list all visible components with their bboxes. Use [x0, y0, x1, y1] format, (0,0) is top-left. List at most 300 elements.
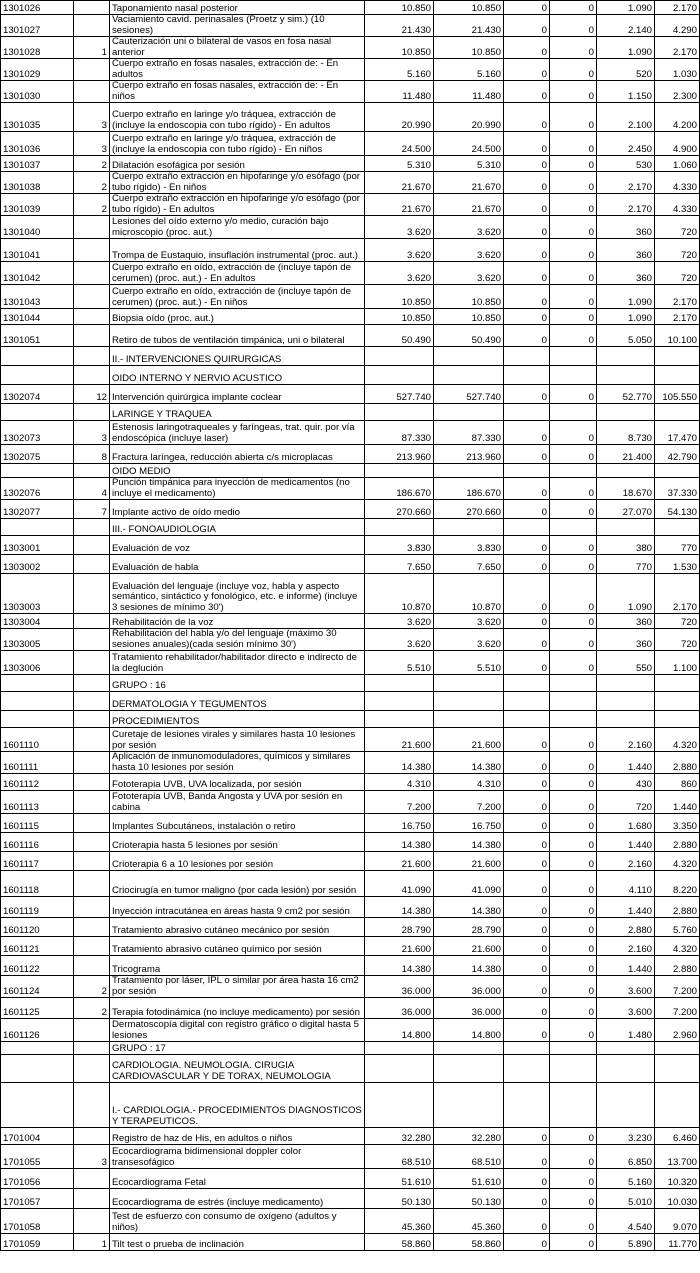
value-cell: 0: [504, 1145, 550, 1169]
value-cell: 0: [550, 309, 597, 325]
value-cell: 270.660: [434, 500, 504, 519]
value-cell: [655, 519, 700, 536]
value-cell: 2.880: [655, 956, 700, 976]
value-cell: 0: [550, 15, 597, 37]
description-cell: Vaciamiento cavid. perinasales (Proetz y sim.) (10 sesiones): [110, 15, 365, 37]
code-cell: 1301044: [1, 309, 74, 325]
value-cell: 0: [504, 239, 550, 262]
value-cell: 21.430: [434, 15, 504, 37]
value-cell: 10.030: [655, 1189, 700, 1209]
description-cell: Cuerpo extraño extracción en hipofaringe y/o esófago (por tubo rígido) - En niños: [110, 172, 365, 194]
value-cell: 0: [550, 574, 597, 614]
value-cell: 17.470: [655, 421, 700, 445]
value-cell: 0: [504, 629, 550, 651]
description-cell: I.- CARDIOLOGIA.- PROCEDIMIENTOS DIAGNOSTICOS Y TERAPEUTICOS.: [110, 1083, 365, 1128]
value-cell: 270.660: [365, 500, 434, 519]
value-cell: 21.600: [434, 937, 504, 956]
code-cell: 1301040: [1, 216, 74, 239]
value-cell: 0: [550, 998, 597, 1019]
value-cell: 550: [597, 651, 655, 675]
value-cell: 2.160: [597, 937, 655, 956]
value-cell: 0: [550, 500, 597, 519]
value-cell: 0: [550, 937, 597, 956]
value-cell: 0: [504, 500, 550, 519]
description-cell: Evaluación de voz: [110, 536, 365, 555]
value-cell: 0: [504, 81, 550, 103]
description-cell: Retiro de tubos de ventilación timpánica, uni o bilateral: [110, 325, 365, 347]
value-cell: 0: [550, 871, 597, 897]
code-cell: 1301051: [1, 325, 74, 347]
value-cell: 5.310: [434, 156, 504, 172]
value-cell: 3.600: [597, 998, 655, 1019]
value-cell: 14.380: [434, 956, 504, 976]
value-cell: [550, 347, 597, 366]
value-cell: 4.320: [655, 937, 700, 956]
group-cell: [74, 774, 110, 791]
group-cell: 3: [74, 1145, 110, 1169]
group-cell: [74, 464, 110, 478]
description-cell: Curetaje de lesiones virales y similares hasta 10 lesiones por sesión: [110, 728, 365, 752]
table-row: [1, 629, 700, 651]
group-cell: [74, 366, 110, 385]
group-cell: [74, 1083, 110, 1128]
value-cell: 520: [597, 59, 655, 81]
value-cell: 0: [504, 262, 550, 285]
code-cell: [1, 1055, 74, 1083]
table-row: [1, 103, 700, 132]
value-cell: [597, 404, 655, 421]
value-cell: [365, 347, 434, 366]
value-cell: 0: [550, 1169, 597, 1189]
table-row: [1, 937, 700, 956]
table-row: [1, 1145, 700, 1169]
value-cell: 36.000: [365, 976, 434, 998]
code-cell: 1601119: [1, 897, 74, 918]
description-cell: Fractura laríngea, reducción abierta c/s microplacas: [110, 445, 365, 464]
value-cell: 0: [504, 956, 550, 976]
value-cell: 21.600: [365, 728, 434, 752]
code-cell: [1, 1083, 74, 1128]
group-cell: 1: [74, 37, 110, 59]
description-cell: Ecocardiograma de estrés (incluye medicamento): [110, 1189, 365, 1209]
value-cell: [550, 404, 597, 421]
description-cell: Cuerpo extraño en oído, extracción de (incluye tapón de cerumen) (proc. aut.) - En adultos: [110, 262, 365, 285]
value-cell: 0: [504, 937, 550, 956]
value-cell: 4.290: [655, 15, 700, 37]
description-cell: III.- FONOAUDIOLOGIA: [110, 519, 365, 536]
group-cell: [74, 285, 110, 309]
description-cell: OIDO MEDIO: [110, 464, 365, 478]
value-cell: 1.440: [597, 897, 655, 918]
value-cell: 3.600: [597, 976, 655, 998]
value-cell: 1.090: [597, 1, 655, 15]
table-row: [1, 852, 700, 871]
table-row: [1, 262, 700, 285]
group-cell: 3: [74, 132, 110, 156]
code-cell: 1601117: [1, 852, 74, 871]
description-cell: Rehabilitación de la voz: [110, 614, 365, 629]
description-cell: Registro de haz de His, en adultos o niños: [110, 1128, 365, 1145]
value-cell: [504, 366, 550, 385]
table-row: [1, 385, 700, 404]
value-cell: 360: [597, 262, 655, 285]
value-cell: 0: [550, 956, 597, 976]
code-cell: 1301029: [1, 59, 74, 81]
value-cell: 36.000: [434, 998, 504, 1019]
description-cell: Criocirugía en tumor maligno (por cada lesión) por sesión: [110, 871, 365, 897]
group-cell: [74, 1055, 110, 1083]
value-cell: [550, 692, 597, 711]
value-cell: 0: [550, 555, 597, 574]
value-cell: 0: [504, 728, 550, 752]
value-cell: [597, 347, 655, 366]
value-cell: 1.090: [597, 285, 655, 309]
table-row: [1, 1189, 700, 1209]
code-cell: 1601110: [1, 728, 74, 752]
value-cell: 2.880: [655, 833, 700, 852]
value-cell: 3.620: [434, 239, 504, 262]
code-cell: 1302074: [1, 385, 74, 404]
value-cell: 1.440: [597, 956, 655, 976]
value-cell: 11.480: [365, 81, 434, 103]
value-cell: 10.850: [365, 37, 434, 59]
value-cell: [365, 692, 434, 711]
description-cell: Dilatación esofágica por sesión: [110, 156, 365, 172]
table-row: [1, 309, 700, 325]
code-cell: 1601113: [1, 791, 74, 814]
value-cell: [434, 366, 504, 385]
value-cell: 6.460: [655, 1128, 700, 1145]
value-cell: 5.890: [597, 1234, 655, 1251]
table-row: [1, 1128, 700, 1145]
value-cell: 0: [504, 998, 550, 1019]
value-cell: 27.070: [597, 500, 655, 519]
value-cell: 4.900: [655, 132, 700, 156]
description-cell: Tricograma: [110, 956, 365, 976]
code-cell: 1701058: [1, 1209, 74, 1234]
description-cell: Fototerapia UVB, UVA localizada, por sesión: [110, 774, 365, 791]
value-cell: 186.670: [434, 478, 504, 500]
value-cell: 21.670: [434, 194, 504, 216]
value-cell: 3.620: [365, 216, 434, 239]
value-cell: 0: [550, 1, 597, 15]
value-cell: 0: [550, 651, 597, 675]
group-cell: [74, 937, 110, 956]
value-cell: 4.540: [597, 1209, 655, 1234]
value-cell: 1.030: [655, 59, 700, 81]
group-cell: [74, 519, 110, 536]
value-cell: 0: [550, 728, 597, 752]
group-cell: 2: [74, 194, 110, 216]
table-row: [1, 81, 700, 103]
value-cell: 0: [550, 59, 597, 81]
description-cell: Tratamiento rehabilitador/habilitador directo e indirecto de la deglución: [110, 651, 365, 675]
value-cell: 21.670: [434, 172, 504, 194]
code-cell: 1601115: [1, 814, 74, 833]
description-cell: Evaluación de habla: [110, 555, 365, 574]
value-cell: 5.510: [365, 651, 434, 675]
value-cell: [597, 692, 655, 711]
value-cell: 213.960: [434, 445, 504, 464]
table-row: [1, 194, 700, 216]
value-cell: 0: [504, 651, 550, 675]
group-cell: [74, 752, 110, 774]
value-cell: 41.090: [434, 871, 504, 897]
value-cell: [434, 404, 504, 421]
value-cell: [434, 1042, 504, 1055]
value-cell: 1.090: [597, 309, 655, 325]
value-cell: 4.310: [365, 774, 434, 791]
group-cell: [74, 956, 110, 976]
value-cell: 7.200: [655, 998, 700, 1019]
group-cell: 2: [74, 172, 110, 194]
table-row: [1, 651, 700, 675]
description-cell: Cuerpo extraño extracción en hipofaringe y/o esófago (por tubo rígido) - En adultos: [110, 194, 365, 216]
description-cell: Cuerpo extraño en laringe y/o tráquea, extracción de (incluye la endoscopia con tubo rígido) - En adultos: [110, 103, 365, 132]
value-cell: 0: [504, 216, 550, 239]
value-cell: 16.750: [365, 814, 434, 833]
value-cell: 5.010: [597, 1189, 655, 1209]
value-cell: 2.170: [655, 285, 700, 309]
value-cell: 0: [550, 897, 597, 918]
code-cell: [1, 404, 74, 421]
value-cell: 360: [597, 614, 655, 629]
description-cell: Punción timpánica para inyección de medicamentos (no incluye el medicamento): [110, 478, 365, 500]
value-cell: 860: [655, 774, 700, 791]
value-cell: [655, 347, 700, 366]
description-cell: Crioterapia 6 a 10 lesiones por sesión: [110, 852, 365, 871]
description-cell: Cuerpo extraño en oído, extracción de (incluye tapón de cerumen) (proc. aut.) - En niños: [110, 285, 365, 309]
code-cell: [1, 692, 74, 711]
value-cell: 10.850: [434, 37, 504, 59]
value-cell: 2.880: [655, 752, 700, 774]
value-cell: 360: [597, 216, 655, 239]
group-cell: [74, 711, 110, 728]
group-cell: [74, 216, 110, 239]
value-cell: 14.380: [365, 752, 434, 774]
value-cell: 2.960: [655, 1019, 700, 1042]
table-row: [1, 500, 700, 519]
value-cell: 58.860: [365, 1234, 434, 1251]
value-cell: 2.170: [655, 309, 700, 325]
value-cell: 50.490: [434, 325, 504, 347]
value-cell: 20.990: [434, 103, 504, 132]
code-cell: [1, 675, 74, 692]
description-cell: Implantes Subcutáneos, instalación o retiro: [110, 814, 365, 833]
value-cell: 11.770: [655, 1234, 700, 1251]
value-cell: 3.830: [434, 536, 504, 555]
value-cell: 14.800: [365, 1019, 434, 1042]
value-cell: [365, 519, 434, 536]
table-row: [1, 574, 700, 614]
value-cell: 2.140: [597, 15, 655, 37]
value-cell: 51.610: [365, 1169, 434, 1189]
value-cell: 186.670: [365, 478, 434, 500]
value-cell: [504, 1055, 550, 1083]
group-cell: [74, 347, 110, 366]
value-cell: 87.330: [434, 421, 504, 445]
value-cell: [655, 404, 700, 421]
value-cell: 3.620: [365, 614, 434, 629]
value-cell: 720: [655, 239, 700, 262]
table-row: [1, 172, 700, 194]
description-cell: OIDO INTERNO Y NERVIO ACUSTICO: [110, 366, 365, 385]
value-cell: 0: [504, 774, 550, 791]
value-cell: [655, 711, 700, 728]
value-cell: 51.610: [434, 1169, 504, 1189]
value-cell: 0: [550, 172, 597, 194]
value-cell: 213.960: [365, 445, 434, 464]
value-cell: 0: [504, 132, 550, 156]
value-cell: [550, 1042, 597, 1055]
value-cell: 0: [504, 172, 550, 194]
description-cell: Cuerpo extraño en fosas nasales, extracción de: - En adultos: [110, 59, 365, 81]
group-cell: [74, 325, 110, 347]
code-cell: [1, 464, 74, 478]
value-cell: 58.860: [434, 1234, 504, 1251]
value-cell: 5.310: [365, 156, 434, 172]
value-cell: 0: [504, 555, 550, 574]
group-cell: [74, 1019, 110, 1042]
description-cell: Cuerpo extraño en laringe y/o tráquea, extracción de (incluye la endoscopia con tubo rígido) - En niños: [110, 132, 365, 156]
value-cell: 20.990: [365, 103, 434, 132]
value-cell: 8.220: [655, 871, 700, 897]
value-cell: 28.790: [365, 918, 434, 937]
table-row: [1, 59, 700, 81]
value-cell: 18.670: [597, 478, 655, 500]
group-cell: [74, 1042, 110, 1055]
table-row: [1, 1083, 700, 1128]
code-cell: 1601125: [1, 998, 74, 1019]
description-cell: Fototerapia UVB, Banda Angosta y UVA por sesión en cabina: [110, 791, 365, 814]
table-row: [1, 871, 700, 897]
value-cell: 720: [597, 791, 655, 814]
table-row: [1, 325, 700, 347]
value-cell: 45.360: [434, 1209, 504, 1234]
value-cell: 21.600: [434, 728, 504, 752]
value-cell: 36.000: [365, 998, 434, 1019]
value-cell: 50.130: [434, 1189, 504, 1209]
group-cell: 7: [74, 500, 110, 519]
table-row: [1, 728, 700, 752]
value-cell: 1.100: [655, 651, 700, 675]
group-cell: [74, 404, 110, 421]
value-cell: 10.100: [655, 325, 700, 347]
code-cell: [1, 711, 74, 728]
value-cell: [655, 692, 700, 711]
value-cell: 0: [504, 614, 550, 629]
group-cell: [74, 814, 110, 833]
code-cell: 1601122: [1, 956, 74, 976]
value-cell: 770: [597, 555, 655, 574]
value-cell: 1.440: [597, 752, 655, 774]
value-cell: 0: [504, 385, 550, 404]
value-cell: 4.330: [655, 172, 700, 194]
description-cell: Aplicación de inmunomoduladores, químicos y similares hasta 10 lesiones por sesión: [110, 752, 365, 774]
value-cell: 68.510: [365, 1145, 434, 1169]
code-cell: 1301037: [1, 156, 74, 172]
value-cell: 527.740: [365, 385, 434, 404]
group-cell: 1: [74, 1234, 110, 1251]
table-row: [1, 1, 700, 15]
value-cell: 14.800: [434, 1019, 504, 1042]
group-cell: [74, 555, 110, 574]
value-cell: 527.740: [434, 385, 504, 404]
description-cell: Tratamiento abrasivo cutáneo químico por sesión: [110, 937, 365, 956]
code-cell: 1601111: [1, 752, 74, 774]
group-cell: [74, 791, 110, 814]
value-cell: 1.530: [655, 555, 700, 574]
code-cell: 1701059: [1, 1234, 74, 1251]
value-cell: 5.160: [434, 59, 504, 81]
value-cell: 11.480: [434, 81, 504, 103]
table-row: [1, 15, 700, 37]
code-cell: 1303001: [1, 536, 74, 555]
value-cell: 0: [504, 791, 550, 814]
table-row: [1, 711, 700, 728]
value-cell: 10.850: [434, 1, 504, 15]
value-cell: [597, 711, 655, 728]
value-cell: [655, 366, 700, 385]
value-cell: 1.090: [597, 574, 655, 614]
value-cell: 7.200: [365, 791, 434, 814]
group-cell: [74, 1209, 110, 1234]
value-cell: [434, 519, 504, 536]
code-cell: [1, 519, 74, 536]
value-cell: 0: [504, 309, 550, 325]
value-cell: 10.320: [655, 1169, 700, 1189]
table-row: [1, 37, 700, 59]
value-cell: 0: [550, 156, 597, 172]
value-cell: 720: [655, 262, 700, 285]
value-cell: 0: [550, 814, 597, 833]
table-row: [1, 1209, 700, 1234]
table-row: [1, 1019, 700, 1042]
code-cell: 1302075: [1, 445, 74, 464]
value-cell: [434, 675, 504, 692]
value-cell: 10.870: [434, 574, 504, 614]
value-cell: 2.100: [597, 103, 655, 132]
description-cell: GRUPO : 16: [110, 675, 365, 692]
value-cell: [597, 519, 655, 536]
value-cell: [504, 1042, 550, 1055]
value-cell: [434, 464, 504, 478]
value-cell: [504, 692, 550, 711]
code-cell: 1601121: [1, 937, 74, 956]
code-cell: 1601126: [1, 1019, 74, 1042]
code-cell: 1301036: [1, 132, 74, 156]
value-cell: 1.060: [655, 156, 700, 172]
table-row: [1, 791, 700, 814]
value-cell: 0: [504, 421, 550, 445]
value-cell: 41.090: [365, 871, 434, 897]
value-cell: [597, 366, 655, 385]
value-cell: 0: [504, 1189, 550, 1209]
value-cell: 360: [597, 239, 655, 262]
value-cell: 0: [550, 918, 597, 937]
value-cell: [597, 464, 655, 478]
table-row: [1, 1169, 700, 1189]
value-cell: 0: [504, 194, 550, 216]
value-cell: 7.650: [365, 555, 434, 574]
value-cell: 0: [550, 385, 597, 404]
value-cell: 0: [550, 103, 597, 132]
value-cell: 32.280: [365, 1128, 434, 1145]
description-cell: Ecocardiograma bidimensional doppler color transesofágico: [110, 1145, 365, 1169]
value-cell: 0: [504, 103, 550, 132]
group-cell: [74, 15, 110, 37]
code-cell: 1601112: [1, 774, 74, 791]
